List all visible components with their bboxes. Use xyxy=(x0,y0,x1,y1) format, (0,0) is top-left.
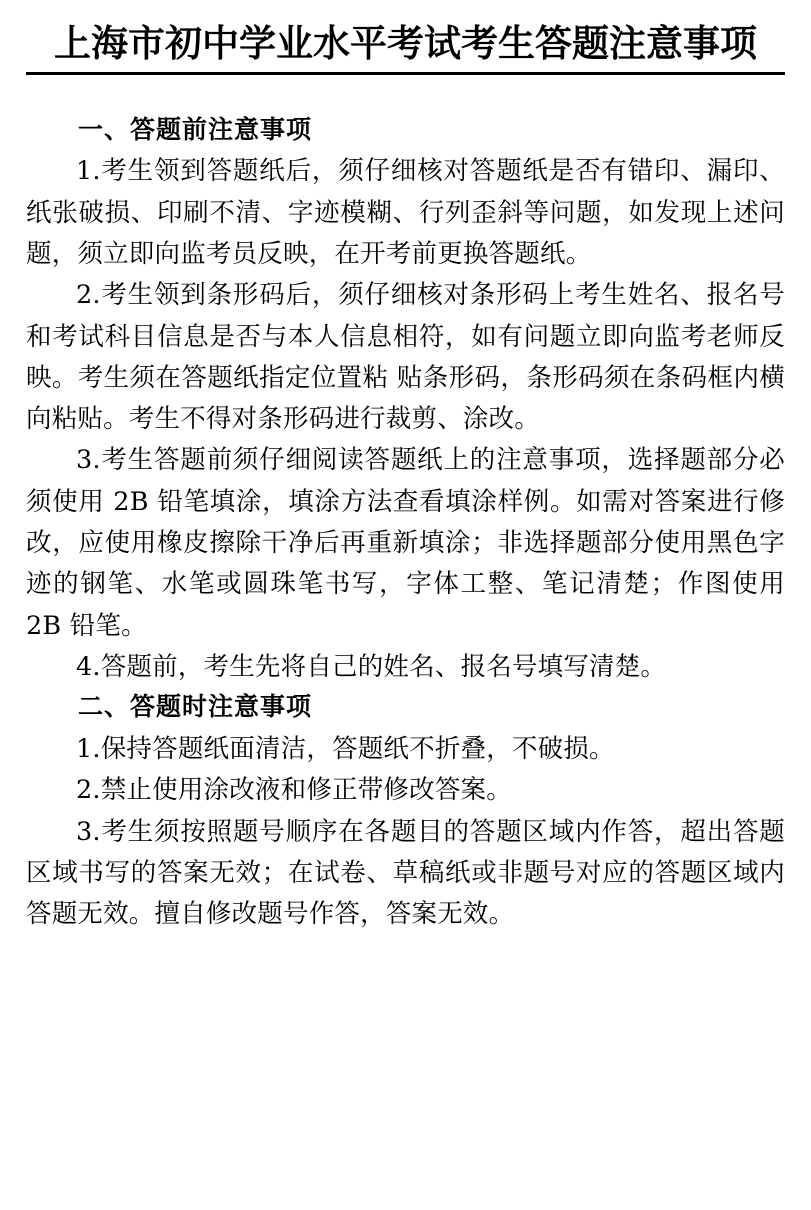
section-heading: 一、答题前注意事项 xyxy=(78,114,313,144)
paragraph: 2.考生领到条形码后，须仔细核对条形码上考生姓名、报名号和考试科目信息是否与本人信息相符，如有问题立即向监考老师反映。考生须在答题纸指定位置粘 贴条形码，条形码须在条码框内横向粘贴。考生不得对条形码进行裁剪、涂改。 xyxy=(26,280,785,435)
paragraph: 1.保持答题纸面清洁，答题纸不折叠，不破损。 xyxy=(76,734,615,765)
paragraph: 2.禁止使用涂改液和修正带修改答案。 xyxy=(76,775,512,806)
paragraph: 3.考生须按照题号顺序在各题目的答题区域内作答，超出答题区域书写的答案无效；在试卷、草稿纸或非题号对应的答题区域内答题无效。擅自修改题号作答，答案无效。 xyxy=(26,816,785,930)
paragraph: 1.考生领到答题纸后，须仔细核对答题纸是否有错印、漏印、纸张破损、印刷不清、字迹模糊、行列歪斜等问题，如发现上述问题，须立即向监考员反映，在开考前更换答题纸。 xyxy=(26,156,785,269)
section-while-answering xyxy=(26,688,785,935)
title-divider xyxy=(26,72,785,75)
page-title: 上海市初中学业水平考试考生答题注意事项 xyxy=(54,21,757,65)
section-before-answering xyxy=(26,111,785,689)
section-heading: 二、答题时注意事项 xyxy=(78,692,313,722)
paragraph: 4.答题前，考生先将自己的姓名、报名号填写清楚。 xyxy=(76,651,667,682)
paragraph: 3.考生答题前须仔细阅读答题纸上的注意事项，选择题部分必须使用 2B 铅笔填涂，填涂方法查看填涂样例。如需对答案进行修改，应使用橡皮擦除干净后再重新填涂；非选择题部分使用黑色字迹的钢笔、水笔或圆珠笔书写，字体工整、笔记清楚；作图使用 2B 铅笔。 xyxy=(26,445,785,641)
